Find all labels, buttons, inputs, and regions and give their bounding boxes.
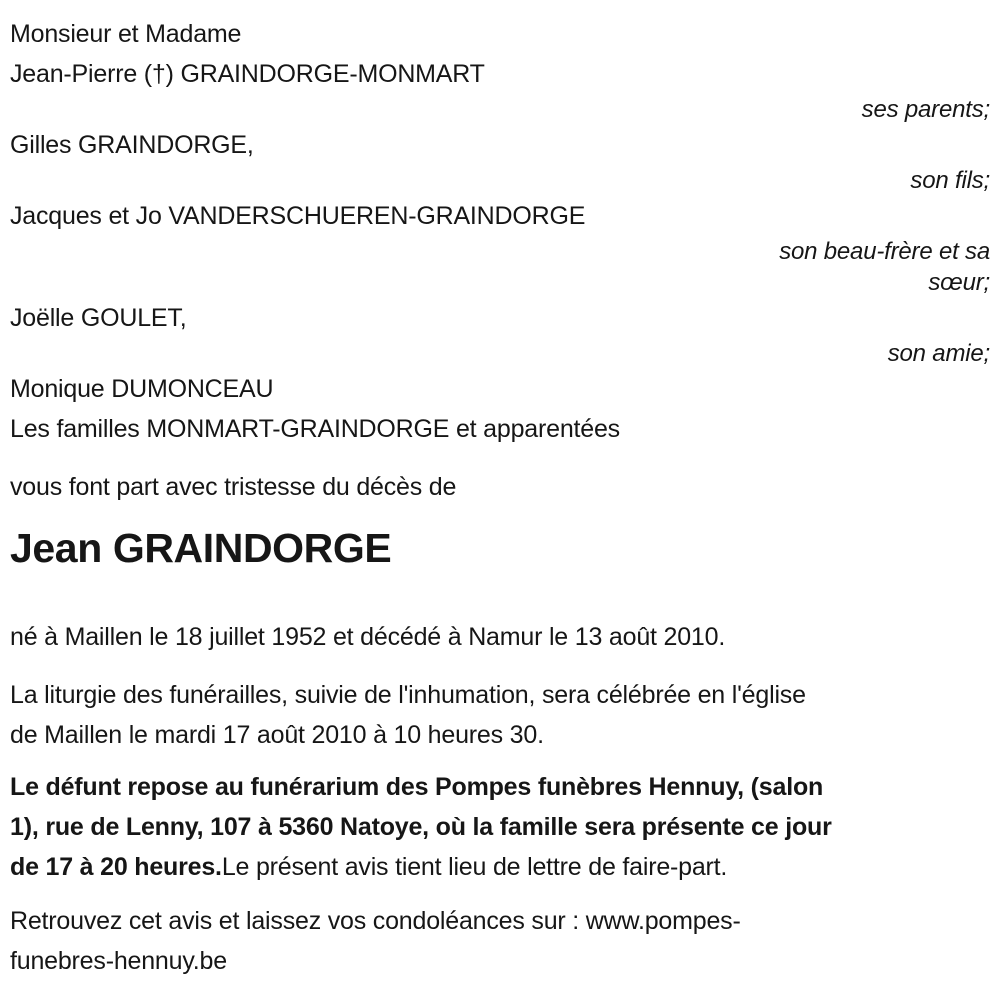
relative-name-line: Gilles GRAINDORGE, [10,131,254,159]
relative-entry [10,298,990,369]
repose-bold-text-line: 1), rue de Lenny, 107 à 5360 Natoye, où la famille sera présente ce jour [10,813,832,841]
relative-name-line: Les familles MONMART-GRAINDORGE et apparentées [10,415,620,443]
relative-name-line: Jacques et Jo VANDERSCHUEREN-GRAINDORGE [10,202,586,230]
ceremony-paragraph [10,675,990,755]
repose-bold-text-line: Le défunt repose au funérarium des Pompes funèbres Hennuy, (salon [10,773,824,801]
repose-paragraph [10,767,990,887]
faire-part-text: Le présent avis tient lieu de lettre de faire-part. [221,853,728,881]
relative-name-line: Joëlle GOULET, [10,304,187,332]
repose-last-line [10,847,990,887]
relative-name-line: Jean-Pierre (†) GRAINDORGE-MONMART [10,60,485,88]
relative-relation-line: son fils; [910,167,990,194]
announcement-intro-text: vous font part avec tristesse du décès de [10,473,457,501]
relative-entry [10,14,990,125]
relative-entry [10,125,990,196]
relative-entry [10,369,990,449]
ceremony-text-line: de Maillen le mardi 17 août 2010 à 10 heures 30. [10,721,544,749]
birth-death-text: né à Maillen le 18 juillet 1952 et décédé à Namur le 13 août 2010. [10,623,726,651]
relative-name-line: Monsieur et Madame [10,20,242,48]
condolences-paragraph [10,901,990,981]
ceremony-text-line: La liturgie des funérailles, suivie de l'inhumation, sera célébrée en l'église [10,681,806,709]
condolences-text-line: Retrouvez cet avis et laissez vos condoléances sur : www.pompes- [10,907,741,935]
condolences-website-line: funebres-hennuy.be [10,947,227,975]
repose-bold-text: de 17 à 20 heures. [10,853,222,881]
deceased-name: Jean GRAINDORGE [10,525,392,571]
relative-relation-line: ses parents; [861,96,990,123]
relative-name-line: Monique DUMONCEAU [10,375,274,403]
relatives-list [10,14,990,449]
relative-relation-line: son beau-frère et sa [779,238,990,265]
relative-relation-line: son amie; [887,340,990,367]
relative-relation-line: sœur; [928,269,990,296]
relative-entry [10,196,990,298]
